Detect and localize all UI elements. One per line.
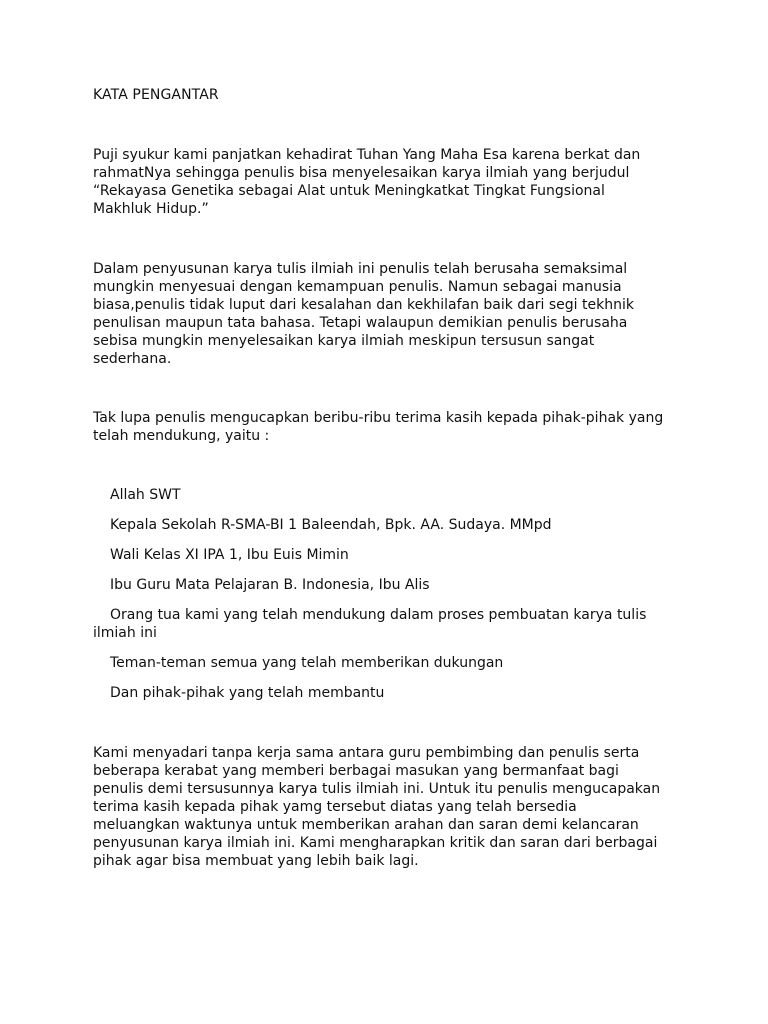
paragraph-line: biasa,penulis tidak luput dari kesalahan dan kekhilafan baik dari segi tekhnik — [93, 297, 634, 313]
list-item-text: Ibu Guru Mata Pelajaran B. Indonesia, Ibu Alis — [110, 577, 430, 593]
list-item-text: Allah SWT — [110, 487, 181, 503]
paragraph-line: Tak lupa penulis mengucapkan beribu-ribu terima kasih kepada pihak-pihak yang — [93, 410, 664, 426]
list-item-text: Dan pihak-pihak yang telah membantu — [110, 685, 385, 701]
paragraph-line: Puji syukur kami panjatkan kehadirat Tuhan Yang Maha Esa karena berkat dan — [93, 147, 641, 163]
paragraph-line: meluangkan waktunya untuk memberikan arahan dan saran demi kelancaran — [93, 817, 639, 833]
list-item-text: Wali Kelas XI IPA 1, Ibu Euis Mimin — [110, 547, 349, 563]
list-item — [93, 576, 430, 594]
list-item-text: Kepala Sekolah R-SMA-BI 1 Baleendah, Bpk. AA. Sudaya. MMpd — [110, 517, 552, 533]
list-item — [93, 606, 646, 642]
list-item — [93, 684, 384, 702]
list-item — [93, 546, 349, 564]
paragraph-line: pihak agar bisa membuat yang lebih baik lagi. — [93, 853, 419, 869]
paragraph-opening — [93, 146, 693, 218]
paragraph-line: terima kasih kepada pihak yamg tersebut diatas yang telah bersedia — [93, 799, 577, 815]
list-item — [93, 486, 181, 504]
paragraph-thanks-intro — [93, 409, 693, 445]
paragraph-line: Makhluk Hidup.” — [93, 201, 209, 217]
paragraph-line: mungkin menyesuai dengan kemampuan penulis. Namun sebagai manusia — [93, 279, 622, 295]
paragraph-line: sebisa mungkin menyelesaikan karya ilmiah meskipun tersusun sangat — [93, 333, 595, 349]
list-item — [93, 654, 503, 672]
paragraph-effort — [93, 260, 693, 368]
paragraph-line: Kami menyadari tanpa kerja sama antara guru pembimbing dan penulis serta — [93, 745, 640, 761]
list-item — [93, 516, 552, 534]
paragraph-line: penulis demi tersusunnya karya tulis ilmiah ini. Untuk itu penulis mengucapakan — [93, 781, 661, 797]
paragraph-line: telah mendukung, yaitu : — [93, 428, 270, 444]
paragraph-line: beberapa kerabat yang memberi berbagai masukan yang bermanfaat bagi — [93, 763, 619, 779]
list-item-text: Teman-teman semua yang telah memberikan dukungan — [110, 655, 504, 671]
list-item-text: Orang tua kami yang telah mendukung dalam proses pembuatan karya tulis — [110, 607, 647, 623]
paragraph-line: rahmatNya sehingga penulis bisa menyelesaikan karya ilmiah yang berjudul — [93, 165, 630, 181]
paragraph-line: penyusunan karya ilmiah ini. Kami mengharapkan kritik dan saran dari berbagai — [93, 835, 658, 851]
paragraph-line: Dalam penyusunan karya tulis ilmiah ini penulis telah berusaha semaksimal — [93, 261, 628, 277]
paragraph-line: sederhana. — [93, 351, 172, 367]
document-title: KATA PENGANTAR — [93, 87, 219, 103]
paragraph-line: penulisan maupun tata bahasa. Tetapi walaupun demikian penulis berusaha — [93, 315, 628, 331]
paragraph-line: “Rekayasa Genetika sebagai Alat untuk Meningkatkat Tingkat Fungsional — [93, 183, 605, 199]
paragraph-closing — [93, 744, 693, 870]
list-item-text: ilmiah ini — [93, 625, 157, 641]
